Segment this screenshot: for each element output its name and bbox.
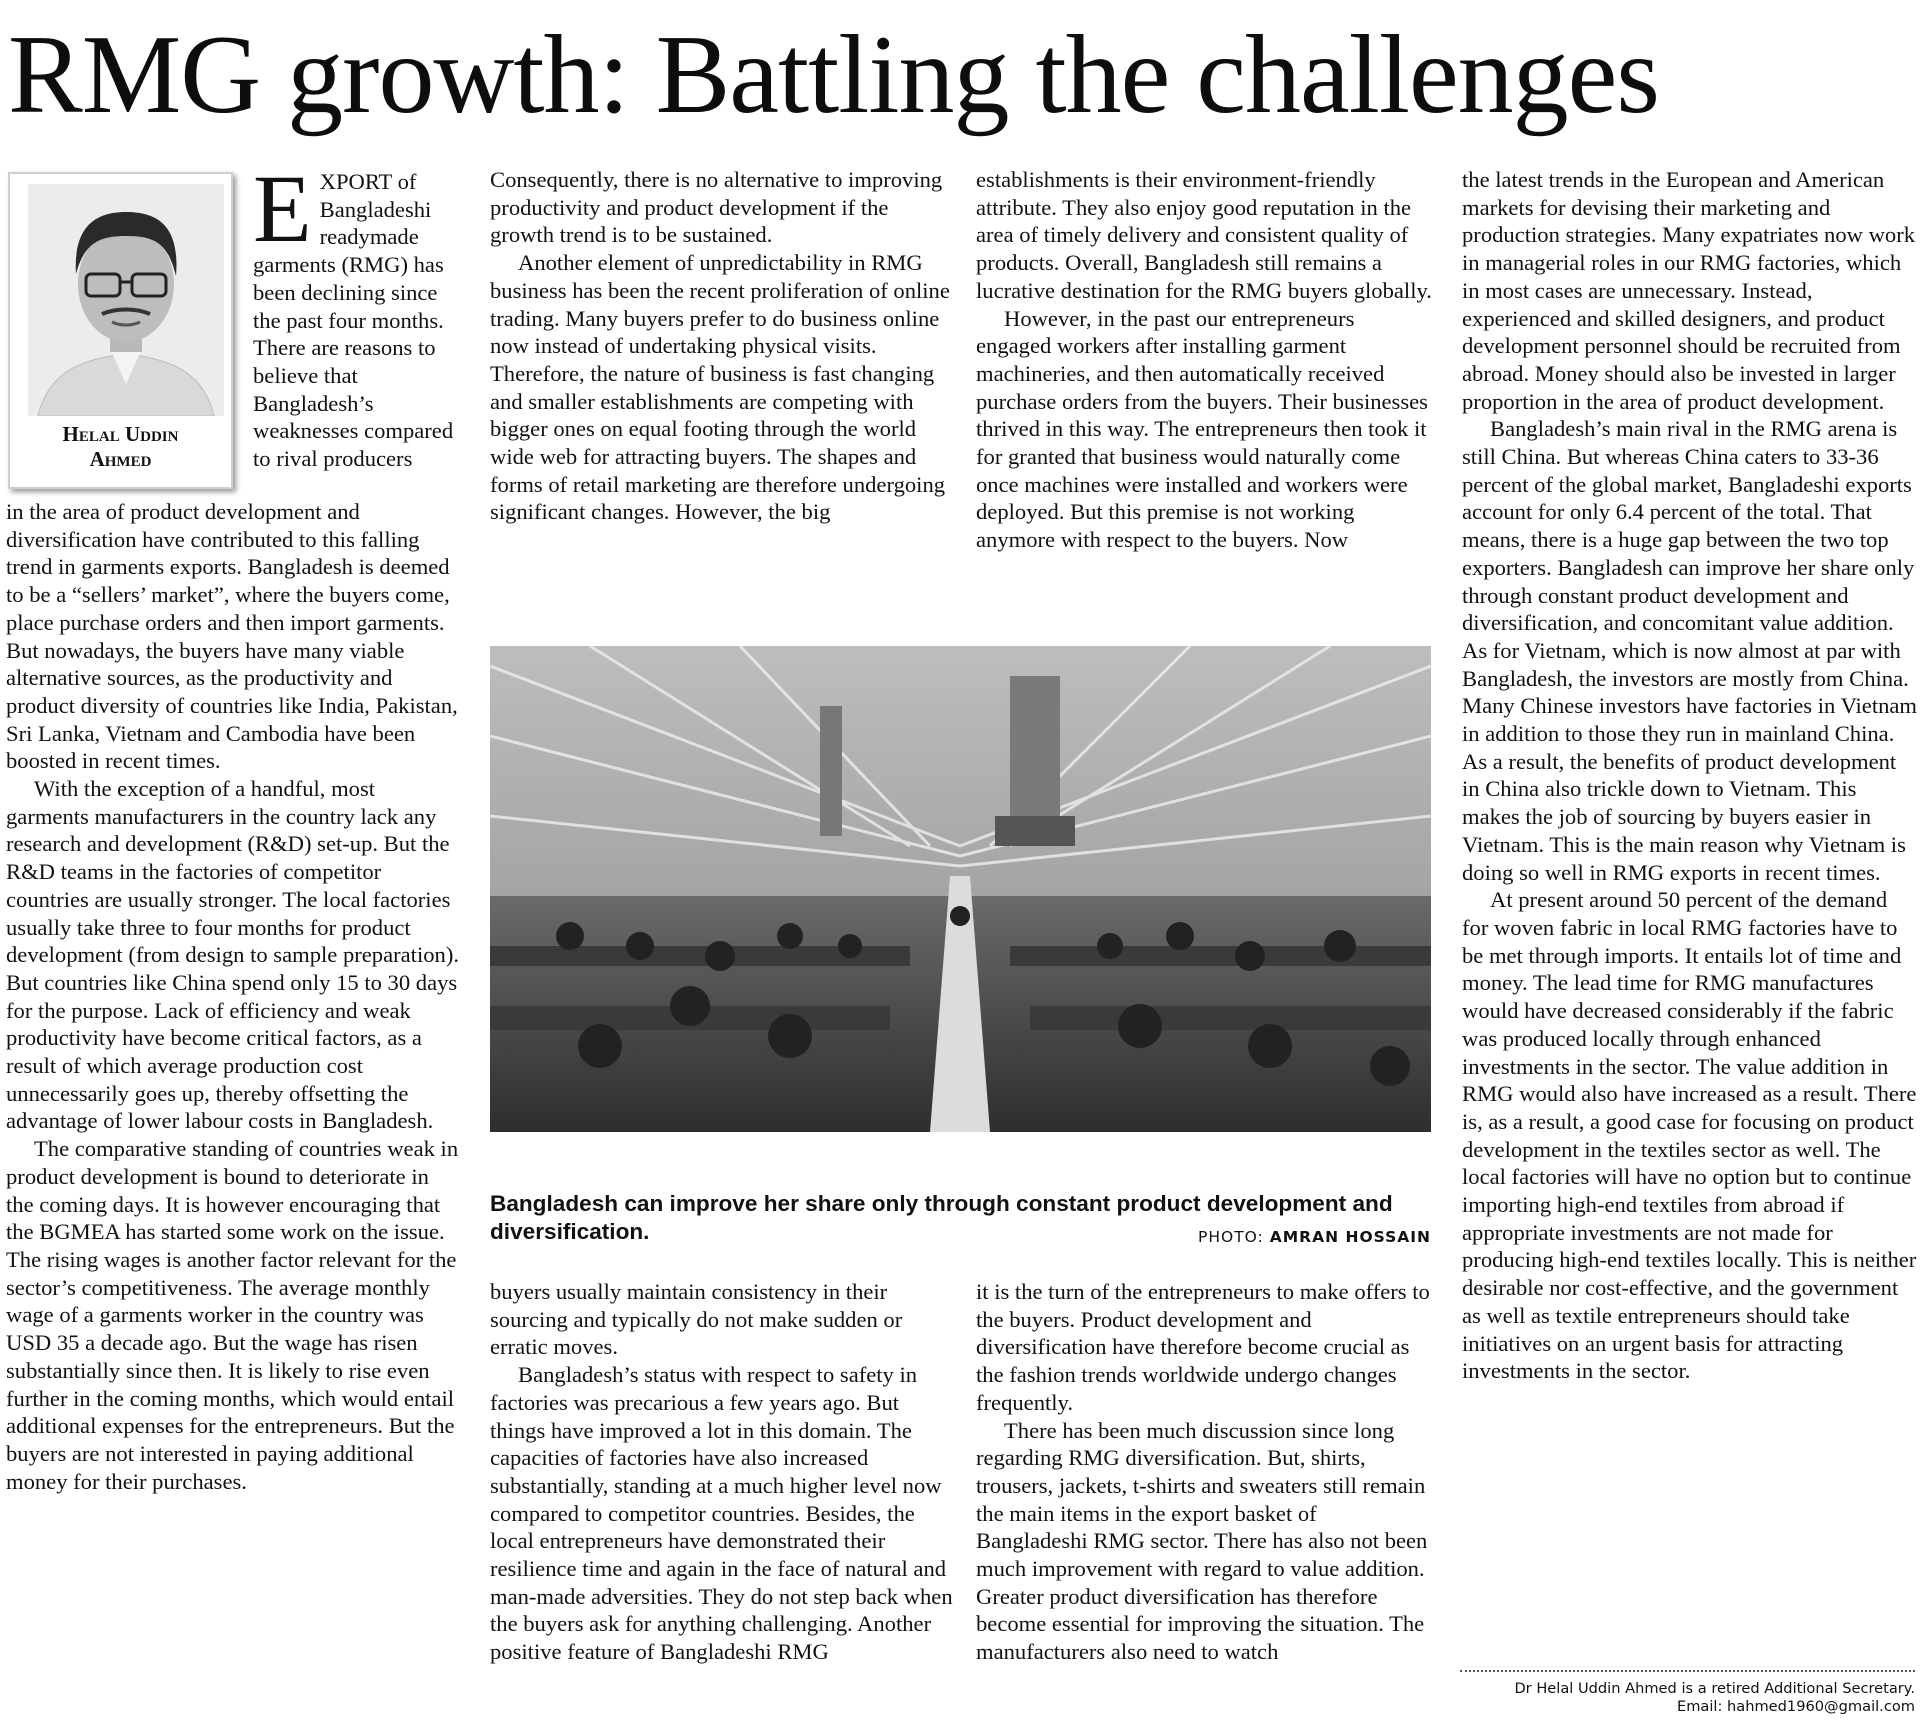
bio-divider bbox=[1460, 1670, 1915, 1672]
column-2-bottom bbox=[490, 1278, 953, 1729]
author-box bbox=[8, 172, 233, 489]
col2-bottom-paragraph-2: Bangladesh’s status with respect to safety in factories was precarious a few years ago. But things have improved a lot in this domain. The capacities of factories have also increased substantially, standing at a much higher level now compared to competitor countries. Besides, the local entrepreneurs have demonstrated their resilience time and again in the face of natural and man-made adversities. They do not step back when the buyers ask for anything challenging. Another positive feature of Bangladeshi RMG bbox=[490, 1362, 953, 1665]
author-portrait-image bbox=[28, 184, 224, 416]
col3-bottom-paragraph-1: it is the turn of the entrepreneurs to make offers to the buyers. Product development and diversification have therefore become crucial as the fashion trends worldwide undergo changes frequently. bbox=[976, 1279, 1430, 1415]
author-photo bbox=[28, 184, 224, 416]
author-bio-line1: Dr Helal Uddin Ahmed is a retired Additional Secretary. bbox=[1514, 1680, 1915, 1697]
author-bio bbox=[1460, 1680, 1915, 1716]
col3-top-paragraph-1: establishments is their environment-friendly attribute. They also enjoy good reputation in the area of timely delivery and consistent quality of products. Overall, Bangladesh still remains a lucrative destination for the RMG buyers globally. bbox=[976, 167, 1432, 303]
factory-photo bbox=[490, 646, 1431, 1132]
column-3-top bbox=[976, 166, 1434, 616]
garment-factory-floor-image bbox=[490, 646, 1431, 1132]
photo-credit-name: AMRAN HOSSAIN bbox=[1269, 1228, 1431, 1246]
headline: RMG growth: Battling the challenges bbox=[8, 13, 1659, 137]
photo-credit-label: PHOTO: bbox=[1198, 1228, 1270, 1246]
col2-top-paragraph-2: Another element of unpredictability in RMG business has been the recent proliferation of online trading. Many buyers prefer to do business online now instead of undertaking physical visits. Therefore, the nature of business is fast changing and smaller establishments are competing with bigger ones on equal footing through the world wide web for attracting buyers. The shapes and forms of retail marketing are therefore undergoing significant changes. However, the big bbox=[490, 250, 950, 525]
column-2-top bbox=[490, 166, 953, 616]
col1-paragraph-3: The comparative standing of countries weak in product development is bound to deteriorate in the coming days. It is however encouraging that the BGMEA has started some work on the issue. The rising wages is another factor relevant for the sector’s competitiveness. The average monthly wage of a garments worker in the country was USD 35 a decade ago. But the wage has risen substantially since then. It is likely to rise even further in the coming months, which would entail additional expenses for the entrepreneurs. But the buyers are not interested in paying additional money for their purchases. bbox=[6, 1136, 459, 1494]
photo-credit bbox=[1100, 1228, 1431, 1246]
col1-paragraph-1: in the area of product development and diversification have contributed to this falling trend in garments exports. Bangladesh is deemed to be a “sellers’ market”, where the buyers come, place purchase orders and then import garments. But nowadays, the buyers have many viable alternative sources, as the productivity and product diversity of countries like India, Pakistan, Sri Lanka, Vietnam and Cambodia have been boosted in recent times. bbox=[6, 499, 458, 774]
col4-paragraph-1: the latest trends in the European and American markets for devising their marketing and production strategies. Many expatriates now work in managerial roles in our RMG factories, which in most cases are unnecessary. Instead, experienced and skilled designers, and product development personnel should be recruited from abroad. Money should also be invested in larger proportion in the area of product development. bbox=[1462, 167, 1916, 414]
col2-bottom-paragraph-1: buyers usually maintain consistency in their sourcing and typically do not make sudden or erratic moves. bbox=[490, 1279, 903, 1360]
column-4 bbox=[1462, 166, 1918, 1666]
column-1-top bbox=[253, 168, 463, 488]
col3-bottom-paragraph-2: There has been much discussion since long regarding RMG diversification. But, shirts, trousers, jackets, t-shirts and sweaters still remain the main items in the export basket of Bangladeshi RMG sector. There has also not been much improvement with regard to value addition. Greater product diversification has therefore become essential for improving the situation. The manufacturers also need to watch bbox=[976, 1417, 1428, 1665]
dropcap: E bbox=[253, 168, 312, 262]
col4-paragraph-2: Bangladesh’s main rival in the RMG arena is still China. But whereas China caters to 33-36 percent of the global market, Bangladeshi exports account for only 6.4 percent of the total. That means, there is a huge gap between the two top exporters. Bangladesh can improve her share only through constant product development and diversification, and concomitant value addition. As for Vietnam, which is now almost at par with Bangladesh, the investors are mostly from China. Many Chinese investors have factories in Vietnam in addition to those they run in mainland China. As a result, the benefits of product development in China also trickle down to Vietnam. This makes the job of sourcing by buyers easier in Vietnam. This is the main reason why Vietnam is doing so well in RMG exports in recent times. bbox=[1462, 416, 1918, 885]
col3-top-paragraph-2: However, in the past our entrepreneurs engaged workers after installing garment machineries, and then automatically received purchase orders from the buyers. Their businesses thrived in this way. The entrepreneurs then took it for granted that business would naturally come once machines were installed and workers were deployed. But this premise is not working anymore with respect to the buyers. Now bbox=[976, 305, 1428, 553]
col1-paragraph-2: With the exception of a handful, most garments manufacturers in the country lack any research and development (R&D) set-up. But the R&D teams in the factories of competitor countries are usually stronger. The local factories usually take three to four months for product development (from design to sample preparation). But countries like China spend only 15 to 30 days for the purpose. Lack of efficiency and weak productivity have become critical factors, as a result of which average production cost unnecessarily goes up, thereby offsetting the advantage of lower labour costs in Bangladesh. bbox=[6, 776, 459, 1134]
col4-paragraph-3: At present around 50 percent of the demand for woven fabric in local RMG factories have to be met through imports. It entails lot of time and money. The lead time for RMG manufactures would have decreased considerably if the fabric was produced locally through enhanced investments in the sector. The value addition in RMG would also have increased as a result. There is, as a result, a good case for focusing on product development in the textiles sector as well. The local factories will have no option but to continue importing high-end textiles from abroad if appropriate investments are not made for producing high-end textiles locally. This is neither desirable nor cost-effective, and the government as well as textile entrepreneurs should take initiatives on an urgent basis for attracting investments in the sector. bbox=[1462, 887, 1917, 1384]
photo-caption: Bangladesh can improve her share only through constant product development and diversification. bbox=[490, 1191, 1393, 1244]
col2-top-paragraph-1: Consequently, there is no alternative to improving productivity and product development if the growth trend is to be sustained. bbox=[490, 167, 943, 248]
author-name-line1: Helal Uddin bbox=[62, 422, 179, 446]
author-bio-email: Email: hahmed1960@gmail.com bbox=[1676, 1698, 1915, 1715]
column-3-bottom bbox=[976, 1278, 1434, 1729]
author-name-line2: Ahmed bbox=[89, 447, 152, 471]
author-name bbox=[10, 422, 231, 472]
column-1 bbox=[6, 498, 462, 1728]
col1-intro: XPORT of Bangladeshi readymade garments (RMG) has been declining since the past four months. There are reasons to believe that Bangladesh’s weaknesses compared to rival producers bbox=[253, 169, 454, 472]
